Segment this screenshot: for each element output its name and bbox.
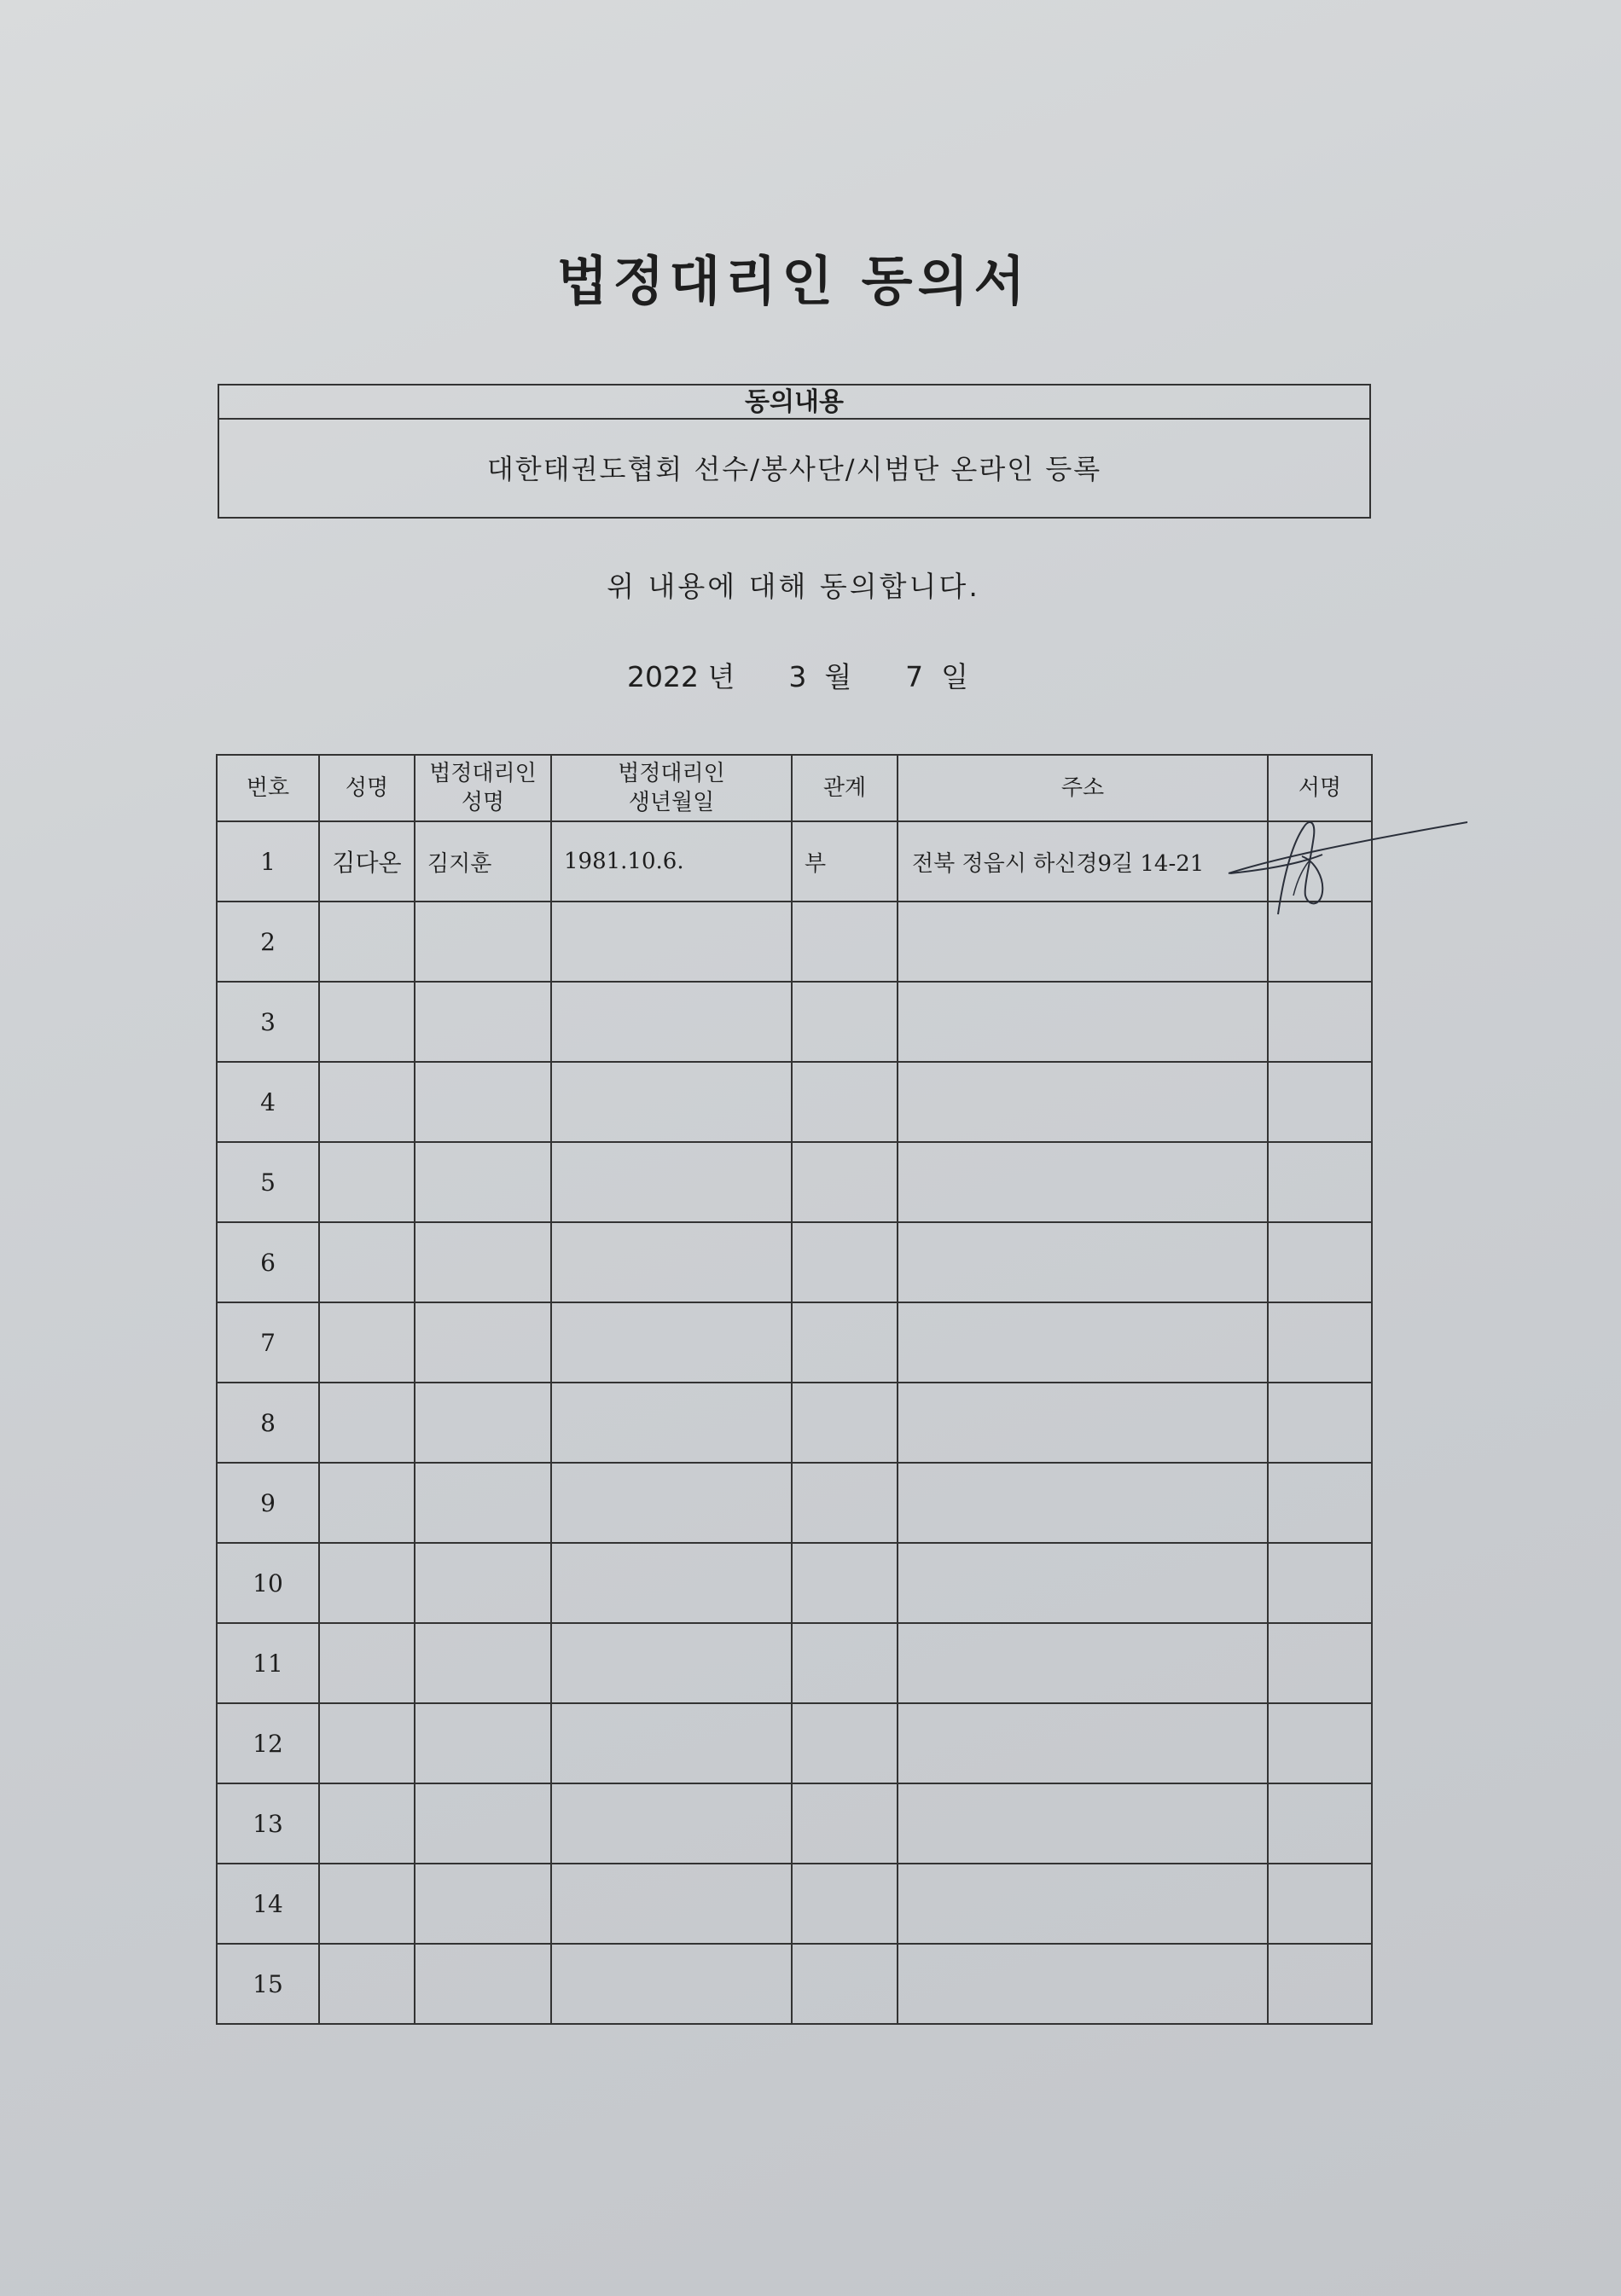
cell-address bbox=[898, 1864, 1268, 1944]
cell-relation bbox=[792, 1944, 898, 2024]
cell-guardian-name bbox=[415, 1623, 551, 1703]
cell-guardian-name bbox=[415, 1463, 551, 1543]
table-row bbox=[217, 821, 1372, 902]
table-row bbox=[217, 1783, 1372, 1864]
cell-guardian-name bbox=[415, 1543, 551, 1623]
header-relation: 관계 bbox=[792, 755, 898, 821]
table-row bbox=[217, 1944, 1372, 2024]
cell-guardian-birth bbox=[551, 1302, 792, 1383]
cell-name bbox=[319, 1543, 415, 1623]
cell-name: 김다온 bbox=[319, 821, 415, 902]
cell-guardian-birth bbox=[551, 1623, 792, 1703]
cell-relation bbox=[792, 1463, 898, 1543]
cell-guardian-birth bbox=[551, 1062, 792, 1142]
cell-number: 4 bbox=[217, 1062, 319, 1142]
cell-number: 1 bbox=[217, 821, 319, 902]
cell-relation bbox=[792, 1864, 898, 1944]
cell-guardian-birth bbox=[551, 982, 792, 1062]
cell-relation bbox=[792, 1142, 898, 1222]
cell-guardian-name bbox=[415, 1944, 551, 2024]
table-row bbox=[217, 1383, 1372, 1463]
cell-guardian-name bbox=[415, 1864, 551, 1944]
agree-statement: 위 내용에 대해 동의합니다. bbox=[607, 570, 980, 603]
table-header-row bbox=[217, 755, 1372, 821]
cell-name bbox=[319, 1062, 415, 1142]
date-month: 3 bbox=[788, 660, 807, 693]
table-row bbox=[217, 1142, 1372, 1222]
cell-relation bbox=[792, 982, 898, 1062]
cell-signature bbox=[1268, 1543, 1372, 1623]
cell-name bbox=[319, 1864, 415, 1944]
cell-number: 15 bbox=[217, 1944, 319, 2024]
cell-signature bbox=[1268, 982, 1372, 1062]
header-address: 주소 bbox=[898, 755, 1268, 821]
cell-address bbox=[898, 902, 1268, 982]
cell-signature bbox=[1268, 1383, 1372, 1463]
cell-name bbox=[319, 1222, 415, 1302]
consent-header: 동의내용 bbox=[219, 386, 1369, 420]
cell-name bbox=[319, 982, 415, 1062]
cell-name bbox=[319, 1623, 415, 1703]
cell-guardian-name bbox=[415, 1783, 551, 1864]
cell-number: 2 bbox=[217, 902, 319, 982]
cell-address bbox=[898, 1543, 1268, 1623]
date-year-unit: 년 bbox=[707, 660, 735, 693]
header-number: 번호 bbox=[217, 755, 319, 821]
cell-address bbox=[898, 1222, 1268, 1302]
cell-guardian-birth bbox=[551, 1864, 792, 1944]
cell-guardian-birth bbox=[551, 1944, 792, 2024]
cell-guardian-name bbox=[415, 982, 551, 1062]
cell-signature bbox=[1268, 1944, 1372, 2024]
table-row bbox=[217, 1222, 1372, 1302]
cell-relation bbox=[792, 902, 898, 982]
cell-guardian-birth bbox=[551, 1142, 792, 1222]
table-body bbox=[217, 821, 1372, 2024]
cell-number: 13 bbox=[217, 1783, 319, 1864]
cell-address bbox=[898, 1783, 1268, 1864]
table-row bbox=[217, 1463, 1372, 1543]
cell-address: 전북 정읍시 하신경9길 14-21 bbox=[898, 821, 1268, 902]
cell-guardian-birth bbox=[551, 1222, 792, 1302]
cell-signature bbox=[1268, 1703, 1372, 1783]
cell-address bbox=[898, 1703, 1268, 1783]
cell-signature bbox=[1268, 1142, 1372, 1222]
cell-guardian-birth: 1981.10.6. bbox=[551, 821, 792, 902]
cell-relation bbox=[792, 1383, 898, 1463]
cell-signature bbox=[1268, 1062, 1372, 1142]
cell-address bbox=[898, 1623, 1268, 1703]
cell-number: 12 bbox=[217, 1703, 319, 1783]
cell-number: 9 bbox=[217, 1463, 319, 1543]
cell-number: 14 bbox=[217, 1864, 319, 1944]
cell-name bbox=[319, 1463, 415, 1543]
cell-guardian-name: 김지훈 bbox=[415, 821, 551, 902]
cell-number: 8 bbox=[217, 1383, 319, 1463]
signature-mark bbox=[1220, 810, 1467, 921]
cell-address bbox=[898, 1944, 1268, 2024]
cell-guardian-name bbox=[415, 1062, 551, 1142]
cell-relation bbox=[792, 1703, 898, 1783]
cell-address bbox=[898, 1383, 1268, 1463]
cell-signature bbox=[1268, 1302, 1372, 1383]
page-title: 법정대리인 동의서 bbox=[556, 250, 1031, 312]
header-signature: 서명 bbox=[1268, 755, 1372, 821]
cell-guardian-name bbox=[415, 1222, 551, 1302]
cell-signature bbox=[1268, 1783, 1372, 1864]
cell-relation bbox=[792, 1222, 898, 1302]
cell-name bbox=[319, 1783, 415, 1864]
table-row bbox=[217, 1062, 1372, 1142]
date-line bbox=[627, 655, 968, 695]
table-row bbox=[217, 982, 1372, 1062]
cell-relation bbox=[792, 1783, 898, 1864]
cell-signature bbox=[1268, 1623, 1372, 1703]
cell-relation bbox=[792, 1062, 898, 1142]
cell-address bbox=[898, 1463, 1268, 1543]
cell-name bbox=[319, 902, 415, 982]
table-row bbox=[217, 1703, 1372, 1783]
cell-number: 7 bbox=[217, 1302, 319, 1383]
cell-guardian-birth bbox=[551, 1703, 792, 1783]
date-day: 7 bbox=[905, 660, 924, 693]
cell-number: 10 bbox=[217, 1543, 319, 1623]
cell-name bbox=[319, 1383, 415, 1463]
consent-box bbox=[218, 384, 1371, 519]
cell-relation bbox=[792, 1623, 898, 1703]
table-row bbox=[217, 1623, 1372, 1703]
cell-number: 5 bbox=[217, 1142, 319, 1222]
cell-guardian-name bbox=[415, 1703, 551, 1783]
cell-name bbox=[319, 1703, 415, 1783]
cell-number: 3 bbox=[217, 982, 319, 1062]
cell-address bbox=[898, 1062, 1268, 1142]
cell-relation bbox=[792, 1302, 898, 1383]
cell-address bbox=[898, 982, 1268, 1062]
cell-guardian-birth bbox=[551, 1543, 792, 1623]
cell-number: 11 bbox=[217, 1623, 319, 1703]
cell-signature bbox=[1268, 1864, 1372, 1944]
cell-name bbox=[319, 1944, 415, 2024]
header-name: 성명 bbox=[319, 755, 415, 821]
guardian-table bbox=[216, 754, 1373, 2025]
cell-name bbox=[319, 1302, 415, 1383]
cell-guardian-name bbox=[415, 1383, 551, 1463]
cell-relation: 부 bbox=[792, 821, 898, 902]
cell-number: 6 bbox=[217, 1222, 319, 1302]
cell-guardian-birth bbox=[551, 902, 792, 982]
header-guardian-name: 법정대리인 성명 bbox=[415, 755, 551, 821]
cell-guardian-birth bbox=[551, 1463, 792, 1543]
date-year: 2022 bbox=[627, 660, 699, 693]
header-guardian-birth: 법정대리인 생년월일 bbox=[551, 755, 792, 821]
cell-guardian-birth bbox=[551, 1383, 792, 1463]
cell-signature bbox=[1268, 1463, 1372, 1543]
cell-address bbox=[898, 1142, 1268, 1222]
table-row bbox=[217, 902, 1372, 982]
table-row bbox=[217, 1302, 1372, 1383]
date-month-unit: 월 bbox=[824, 660, 852, 693]
cell-guardian-name bbox=[415, 1302, 551, 1383]
cell-guardian-name bbox=[415, 902, 551, 982]
table-row bbox=[217, 1864, 1372, 1944]
date-day-unit: 일 bbox=[941, 660, 969, 693]
table-row bbox=[217, 1543, 1372, 1623]
cell-relation bbox=[792, 1543, 898, 1623]
cell-name bbox=[319, 1142, 415, 1222]
cell-guardian-name bbox=[415, 1142, 551, 1222]
consent-body: 대한태권도협회 선수/봉사단/시범단 온라인 등록 bbox=[486, 453, 1102, 485]
cell-address bbox=[898, 1302, 1268, 1383]
cell-signature bbox=[1268, 1222, 1372, 1302]
cell-guardian-birth bbox=[551, 1783, 792, 1864]
